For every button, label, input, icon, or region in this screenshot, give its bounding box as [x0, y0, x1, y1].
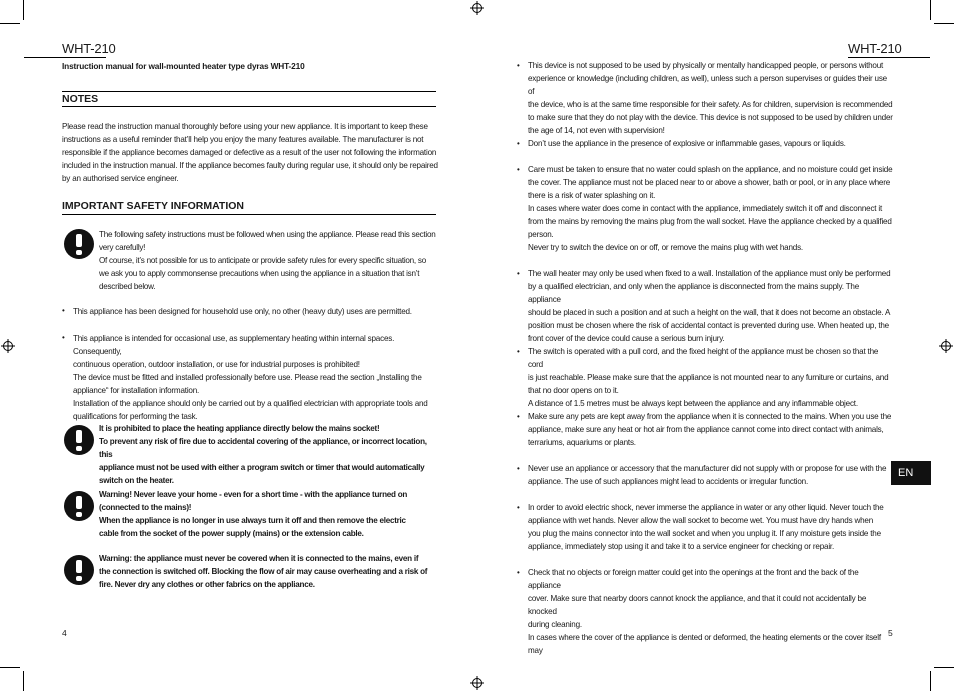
section-rule — [62, 214, 436, 215]
bullet-item: Care must be taken to ensure that no water could splash on the appliance, and no moisture could get inside the cover. The appliance must not be placed near to or above a shower, bath or pool, or in any place where there is a risk of water splashing on it. In cases where water does come in contact with the appliance, immediately switch it off and disconnect it from the mains by removing the mains plug from the wall socket. Have the appliance checked by a qualified person. Never try to switch the device on or off, or remove the mains plug with wet hands. — [528, 165, 893, 252]
crop-mark — [930, 0, 931, 20]
crop-mark — [0, 667, 20, 668]
bullet-dot: • — [62, 306, 65, 315]
bullet-item: Check that no objects or foreign matter could get into the openings at the front and the back of the appliance cover. Make sure that nearby doors cannot knock the appliance, and that it could not accidentally be knocked during cleaning. In cases where the cover of the appliance is dented or deformed, the heating elements or the cover itself may — [528, 568, 881, 655]
language-tab: EN — [891, 461, 931, 485]
bullet-item: The switch is operated with a pull cord, and the fixed height of the appliance must be chosen so that the cord is just reachable. Please make sure that the appliance is not mounted near to any furniture or curtains, and that no door opens on to it. A distance of 1.5 metres must be always kept between the appliance and any inflammable object. — [528, 347, 889, 408]
warning-covering: Warning: the appliance must never be covered when it is connected to the mains, even if the connection is switched off. Blocking the flow of air may cause overheating and a risk of fire. Never dry any clothes or other fabrics on the appliance. — [99, 554, 428, 589]
safety-intro: The following safety instructions must be followed when using the appliance. Please read this section very carefully! Of course, it’s not possible for us to anticipate or provide safety rules for every specific situation, so we ask you to apply commonsense precautions when using the appliance in a situation that isn’t described below. — [99, 230, 436, 291]
bullet-dot: • — [517, 412, 520, 421]
bullet-item: The wall heater may only be used when fixed to a wall. Installation of the appliance must only be performed by a qualified electrician, and only when the appliance is disconnected from the mains supply. The appliance should be placed in such a position and at such a height on the wall, that it does not become an obstacle. A position must be chosen where the risk of accidental contact is prevented during use. When heated up, the front cover of the device could cause a serious burn injury. — [528, 269, 891, 343]
bullet-dot: • — [517, 139, 520, 148]
bullet-dot: • — [517, 61, 520, 70]
header-rule — [848, 57, 930, 58]
bullet-dot: • — [517, 269, 520, 278]
bullet-household-use: This appliance has been designed for household use only, no other (heavy duty) uses are permitted. — [73, 307, 412, 316]
page-number: 5 — [888, 628, 893, 638]
crop-mark — [23, 0, 24, 20]
bullet-item: Don’t use the appliance in the presence of explosive or inflammable gases, vapours or liquids. — [528, 139, 846, 148]
warning-leave-home: Warning! Never leave your home - even for a short time - with the appliance turned on (connected to the mains)! When the appliance is no longer in use always turn it off and then remove the electric cable from the socket of the power supply (mains) or the extension cable. — [99, 490, 408, 538]
registration-mark-icon — [1, 339, 15, 353]
registration-mark-icon — [939, 339, 953, 353]
notes-heading: NOTES — [62, 93, 99, 105]
section-rule — [62, 106, 436, 107]
registration-mark-icon — [470, 1, 484, 15]
warning-exclamation-icon — [64, 555, 94, 585]
warning-exclamation-icon — [64, 491, 94, 521]
crop-mark — [934, 23, 954, 24]
model-header: WHT-210 — [62, 41, 116, 56]
bullet-item: Make sure any pets are kept away from the appliance when it is connected to the mains. When you use the appliance, make sure any heat or hot air from the appliance cannot come into direct contact with animals, terrariums, aquariums or plants. — [528, 412, 892, 447]
bullet-dot: • — [517, 464, 520, 473]
model-header: WHT-210 — [848, 41, 902, 56]
header-rule — [24, 57, 106, 58]
bullet-dot: • — [517, 568, 520, 577]
bullet-dot: • — [517, 503, 520, 512]
safety-heading: IMPORTANT SAFETY INFORMATION — [62, 200, 244, 212]
page-number: 4 — [62, 628, 67, 638]
registration-mark-icon — [470, 676, 484, 690]
bullet-item: Never use an appliance or accessory that the manufacturer did not supply with or propose for use with the appliance. The use of such appliances might lead to accidents or irregular function. — [528, 464, 887, 486]
crop-mark — [934, 667, 954, 668]
bullet-dot: • — [517, 165, 520, 174]
crop-mark — [23, 671, 24, 691]
bullet-occasional-use: This appliance is intended for occasional use, as supplementary heating within internal spaces. Consequently, continuous operation, outdoor installation, or use for industrial purposes is prohibited! The device must be fitted and installed professionally before use. Please read the section „Installing the appliance“ for installation information. Installation of the appliance should only be carried out by a qualified electrician with appropriate tools and qualifications for performing the task. — [73, 334, 428, 421]
bullet-dot: • — [62, 333, 65, 342]
warning-exclamation-icon — [64, 425, 94, 455]
warning-exclamation-icon — [64, 229, 94, 259]
warning-socket: It is prohibited to place the heating appliance directly below the mains socket! To prevent any risk of fire due to accidental covering of the appliance, or incorrect location, this appliance must not be used with either a program switch or timer that would automatically switch on the heater. — [99, 424, 427, 485]
crop-mark — [930, 671, 931, 691]
section-rule — [62, 91, 436, 92]
manual-subtitle: Instruction manual for wall-mounted heater type dyras WHT-210 — [62, 61, 305, 71]
crop-mark — [0, 23, 20, 24]
bullet-item: In order to avoid electric shock, never immerse the appliance in water or any other liquid. Never touch the appliance with wet hands. Never allow the wall socket to become wet. You must have dry hands when you plug the mains connector into the wall socket and when you unplug it. If any moisture gets inside the appliance, immediately stop using it and take it to a service engineer for checking or repair. — [528, 503, 884, 551]
bullet-item: This device is not supposed to be used by physically or mentally handicapped people, or persons without experience or knowledge (including children, as well), unless such a person supervises or guides their use of the device, who is at the same time responsible for their safety. As for children, supervision is recommended to make sure that they do not play with the device. This device is not supposed to be used by children under the age of 14, not even with supervision! — [528, 61, 893, 135]
notes-paragraph: Please read the instruction manual thoroughly before using your new appliance. It is important to keep these instructions as a useful reminder that’ll help you enjoy the many features available. The manufacturer is not responsible if the appliance becomes damaged or defective as a result of the user not following the information included in the instruction manual. If the appliance becomes faulty during regular use, it should only be repaired by an authorised service engineer. — [62, 122, 438, 183]
bullet-dot: • — [517, 347, 520, 356]
